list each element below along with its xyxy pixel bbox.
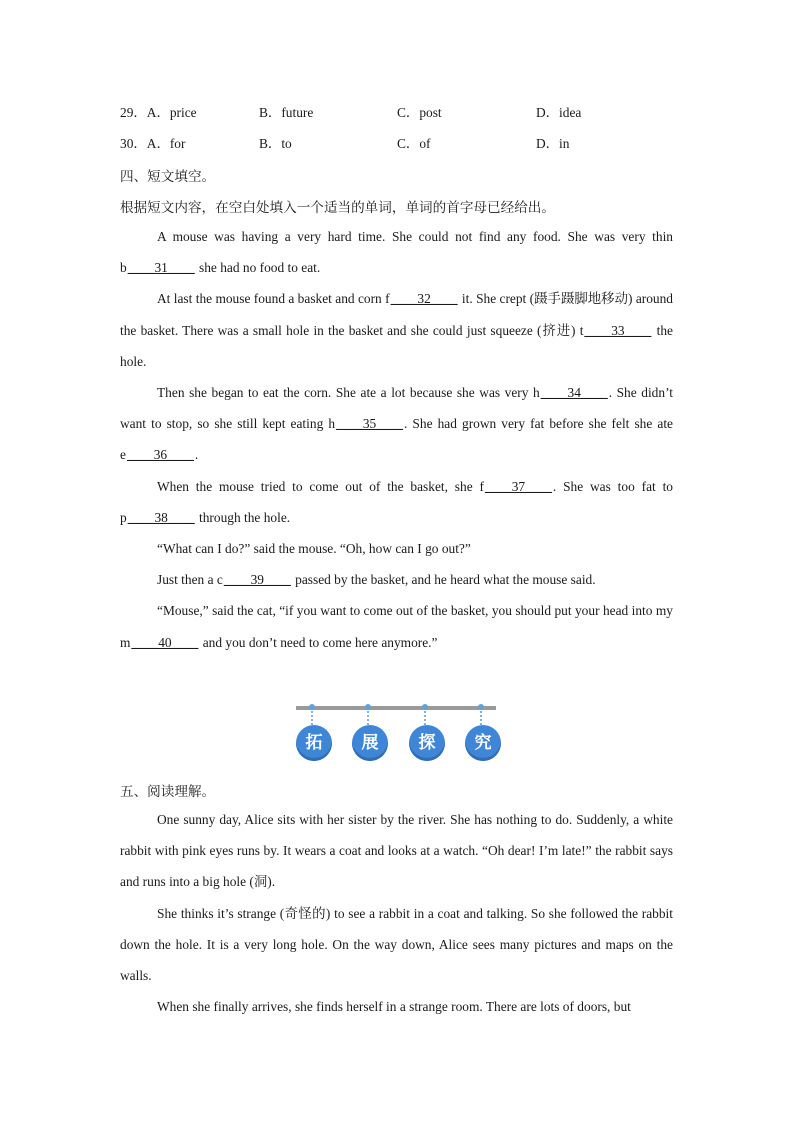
option-row-30 [120, 128, 680, 159]
cloze-paragraph-2 [120, 283, 673, 377]
extension-banner [296, 699, 498, 761]
reading-paragraph-2: She thinks it’s strange (奇怪的) to see a rabbit in a coat and talking. So she followed the rabbit down the hole. It is a very long hole. On the way down, Alice sees many pictures and maps on the walls. [120, 905, 673, 984]
banner-char-tan: 探 [409, 725, 445, 761]
blank-36: ____36____ [126, 447, 194, 463]
section-5-title: 五、阅读理解。 [120, 784, 216, 800]
paragraph-text: When the mouse tried to come out of the basket, she f [157, 478, 484, 494]
blank-33: ____33____ [584, 322, 652, 338]
cloze-paragraph-4 [120, 471, 673, 533]
paragraph-text: it. She crept (蹑手蹑脚地移动) around the basket. There was a small hole in the basket and she could just squeeze (挤进) t [120, 291, 673, 338]
cloze-paragraph-3 [120, 377, 673, 471]
banner-char-zhan: 展 [352, 725, 388, 761]
paragraph-text: . [194, 447, 199, 463]
banner-dot [309, 704, 315, 710]
banner-char-jiu: 究 [465, 725, 501, 761]
paragraph-text: A mouse was having a very hard time. She could not find any food. She was very thin b [120, 229, 673, 276]
banner-char-tuo: 拓 [296, 725, 332, 761]
paragraph-text: passed by the basket, and he heard what the mouse said. [291, 572, 596, 588]
option-d: D．idea [536, 105, 582, 120]
answer-options [120, 97, 680, 159]
option-a: 29．A．price [120, 105, 197, 120]
cloze-passage [120, 221, 673, 658]
option-a: 30．A．for [120, 136, 186, 151]
paragraph-text: she had no food to eat. [195, 260, 321, 276]
option-b: B．future [259, 105, 314, 120]
paragraph-text: . She didn’t want to stop, so she still kept eating h [120, 385, 673, 432]
banner-dot [422, 704, 428, 710]
option-c: C．of [397, 136, 431, 151]
section-4-instruction: 根据短文内容，在空白处填入一个适当的单词，单词的首字母已经给出。 [120, 200, 555, 216]
cloze-paragraph-7 [120, 595, 673, 657]
option-d: D．in [536, 136, 570, 151]
paragraph-text: the hole. [120, 322, 673, 369]
cloze-paragraph-5: “What can I do?” said the mouse. “Oh, how can I go out?” [157, 541, 471, 557]
paragraph-text: through the hole. [195, 509, 291, 525]
banner-dot [478, 704, 484, 710]
banner-bar [296, 706, 496, 710]
option-b: B．to [259, 136, 292, 151]
paragraph-text: Just then a c [157, 572, 223, 588]
banner-dot [365, 704, 371, 710]
blank-40: ____40____ [131, 634, 199, 650]
reading-passage [120, 804, 673, 1022]
cloze-paragraph-6 [120, 564, 673, 595]
section-4-title: 四、短文填空。 [120, 169, 216, 185]
blank-32: ____32____ [390, 291, 458, 307]
paragraph-text: and you don’t need to come here anymore.” [199, 634, 438, 650]
blank-39: ____39____ [223, 572, 291, 588]
blank-38: ____38____ [127, 509, 195, 525]
option-c: C．post [397, 105, 442, 120]
option-row-29 [120, 97, 680, 128]
paragraph-text: “Mouse,” said the cat, “if you want to come out of the basket, you should put your head into my m [120, 603, 673, 650]
paragraph-text: . She was too fat to p [120, 478, 673, 525]
paragraph-text: . She had grown very fat before she felt she ate e [120, 416, 673, 463]
cloze-paragraph-1 [120, 221, 673, 283]
blank-35: ____35____ [336, 416, 403, 432]
blank-37: ____37____ [484, 478, 552, 494]
reading-paragraph-3: When she finally arrives, she finds herself in a strange room. There are lots of doors, but [157, 999, 631, 1015]
paragraph-text: Then she began to eat the corn. She ate a lot because she was very h [157, 385, 540, 401]
blank-31: ____31____ [127, 260, 195, 276]
reading-paragraph-1: One sunny day, Alice sits with her sister by the river. She has nothing to do. Suddenly, a white rabbit with pink eyes runs by. It wears a coat and looks at a watch. “Oh dear! I’m late!” the rabbit says and runs into a big hole (洞). [120, 812, 673, 890]
blank-34: ____34____ [540, 385, 608, 401]
paragraph-text: At last the mouse found a basket and corn f [157, 291, 390, 307]
